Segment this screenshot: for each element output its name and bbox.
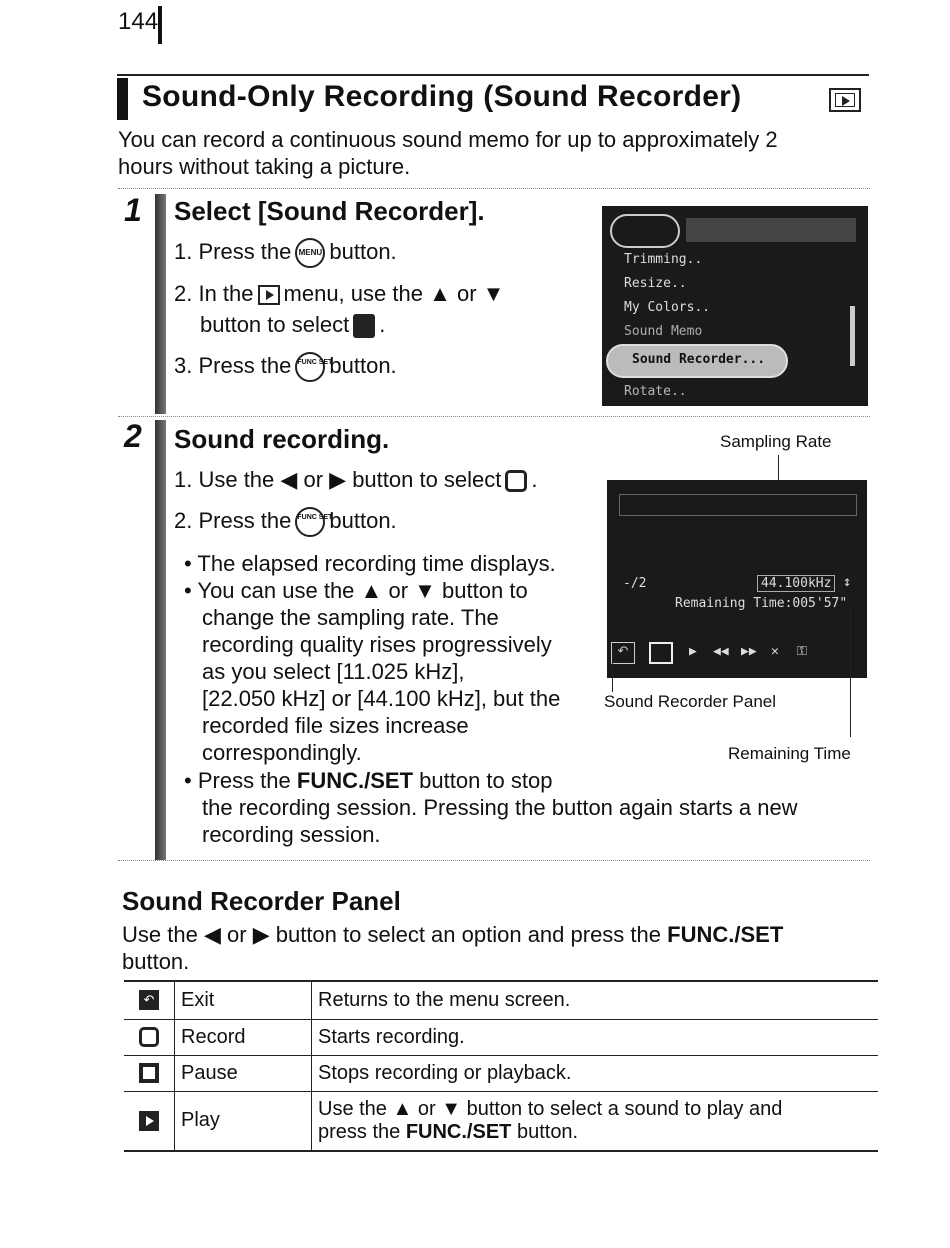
down-arrow-icon: ▼ <box>482 281 505 306</box>
up-arrow-icon: ▲ <box>429 281 451 306</box>
bullet-1: • The elapsed recording time displays. <box>184 551 556 576</box>
screen-ratio: -/2 <box>623 576 647 591</box>
sound-recorder-icon <box>353 314 375 338</box>
menu-tab-strip <box>686 218 856 242</box>
caption-sampling-rate: Sampling Rate <box>720 432 832 451</box>
panel-rewind-icon: ◀◀ <box>713 644 729 659</box>
step2-line2: 2. Press the FUNC SETbutton. <box>174 507 397 537</box>
bullet-2-text: as you select [11.025 kHz], <box>202 659 465 684</box>
pause-icon <box>139 1063 159 1083</box>
callout-line <box>850 605 851 737</box>
step1-line2: 2. In the menu, use the ▲ or ▼ <box>174 281 505 306</box>
exit-icon: ↶ <box>139 990 159 1010</box>
panel-description-end: button. <box>122 949 190 974</box>
playback-tab-highlight <box>610 214 680 248</box>
bullet-2-text: recorded file sizes increase <box>202 713 469 738</box>
left-arrow-icon: ◀ <box>280 467 298 492</box>
step-heading: Sound recording. <box>174 424 390 454</box>
step2-line1: 1. Use the ◀ or ▶ button to select . <box>174 467 538 492</box>
option-name: Pause <box>175 1055 312 1091</box>
rate-arrows-icon: ↕ <box>843 574 852 590</box>
func-set-button-icon: FUNC SET <box>295 507 325 537</box>
table-row <box>124 1055 878 1091</box>
menu-scrollbar <box>850 306 855 366</box>
up-arrow-icon: ▲ <box>360 578 383 603</box>
option-desc: Stops recording or playback. <box>312 1055 879 1091</box>
step-bar <box>155 194 166 414</box>
panel-record-icon <box>649 642 673 664</box>
step1-line1: 1. Press the MENU button. <box>174 238 397 268</box>
bullet-2-text: [22.050 kHz] or [44.100 kHz], but the <box>202 686 561 711</box>
step1-line2b: button to select . <box>200 312 386 337</box>
down-arrow-icon: ▼ <box>441 1097 462 1120</box>
up-arrow-icon: ▲ <box>392 1097 413 1120</box>
progress-bar <box>619 494 857 516</box>
panel-description: Use the ◀ or ▶ button to select an option and press the FUNC./SET <box>122 922 784 947</box>
screen-remaining-time: Remaining Time:005'57" <box>675 596 848 611</box>
right-arrow-icon: ▶ <box>252 922 270 947</box>
down-arrow-icon: ▼ <box>414 578 436 603</box>
divider <box>118 860 870 861</box>
panel-forward-icon: ▶▶ <box>741 644 757 659</box>
playback-menu-icon <box>258 285 280 305</box>
caption-remaining-time: Remaining Time <box>728 744 851 763</box>
bullet-2-text: recording quality rises progressively <box>202 632 552 657</box>
menu-item-trimming: Trimming.. <box>624 252 703 267</box>
table-row <box>124 1019 878 1055</box>
step-heading: Select [Sound Recorder]. <box>174 196 485 226</box>
right-arrow-icon: ▶ <box>329 467 347 492</box>
record-icon <box>505 470 527 492</box>
func-set-button-icon: FUNC SET <box>295 352 325 382</box>
bullet-3: • Press the FUNC./SET button to stop <box>184 768 553 793</box>
option-name: Record <box>175 1019 312 1055</box>
camera-menu-screen <box>602 206 868 406</box>
title-bar <box>117 78 128 120</box>
menu-item-sound-memo: Sound Memo <box>624 324 703 339</box>
step-bar <box>155 420 166 860</box>
option-desc: Use the ▲ or ▼ button to select a sound to play and press the FUNC./SET button. <box>312 1091 879 1151</box>
step-number: 2 <box>124 418 142 454</box>
title-rule <box>117 74 869 76</box>
page-title: Sound-Only Recording (Sound Recorder) <box>142 80 742 113</box>
option-desc: Returns to the menu screen. <box>312 981 879 1019</box>
menu-button-icon: MENU <box>295 238 325 268</box>
bullet-3-text: the recording session. Pressing the button again starts a new <box>202 795 798 820</box>
bullet-3-text: recording session. <box>202 822 381 847</box>
divider <box>118 416 870 417</box>
intro-text: You can record a continuous sound memo for up to approximately 2 hours without taking a picture. <box>118 127 778 179</box>
panel-protect-icon: ⚿ <box>797 644 807 659</box>
step1-line3: 3. Press the FUNC SETbutton. <box>174 352 397 382</box>
sound-recorder-screen <box>607 480 867 678</box>
panel-erase-icon: ✕ <box>771 644 779 659</box>
panel-table <box>124 980 878 1152</box>
step-number: 1 <box>124 192 142 228</box>
menu-item-rotate: Rotate.. <box>624 384 687 399</box>
panel-play-icon: ▶ <box>689 644 697 659</box>
menu-item-sound-recorder: Sound Recorder... <box>632 352 766 367</box>
playback-mode-icon <box>829 88 861 112</box>
bullet-2: • You can use the ▲ or ▼ button to <box>184 578 528 603</box>
page-number: 144 <box>118 8 159 35</box>
table-row <box>124 1091 878 1151</box>
panel-exit-icon: ↶ <box>611 642 635 664</box>
menu-item-my-colors: My Colors.. <box>624 300 711 315</box>
bullet-2-text: change the sampling rate. The <box>202 605 499 630</box>
screen-sampling-rate: 44.100kHz <box>757 575 835 592</box>
table-row <box>124 981 878 1019</box>
callout-line <box>612 650 613 692</box>
record-icon <box>139 1027 159 1047</box>
left-arrow-icon: ◀ <box>203 922 221 947</box>
option-name: Play <box>175 1091 312 1151</box>
divider <box>118 188 870 189</box>
menu-item-resize: Resize.. <box>624 276 687 291</box>
section-heading: Sound Recorder Panel <box>122 886 401 916</box>
caption-sound-recorder-panel: Sound Recorder Panel <box>604 692 777 711</box>
play-icon <box>139 1111 159 1131</box>
bullet-2-text: correspondingly. <box>202 740 362 765</box>
option-desc: Starts recording. <box>312 1019 879 1055</box>
option-name: Exit <box>175 981 312 1019</box>
page-number-bar <box>158 6 162 44</box>
